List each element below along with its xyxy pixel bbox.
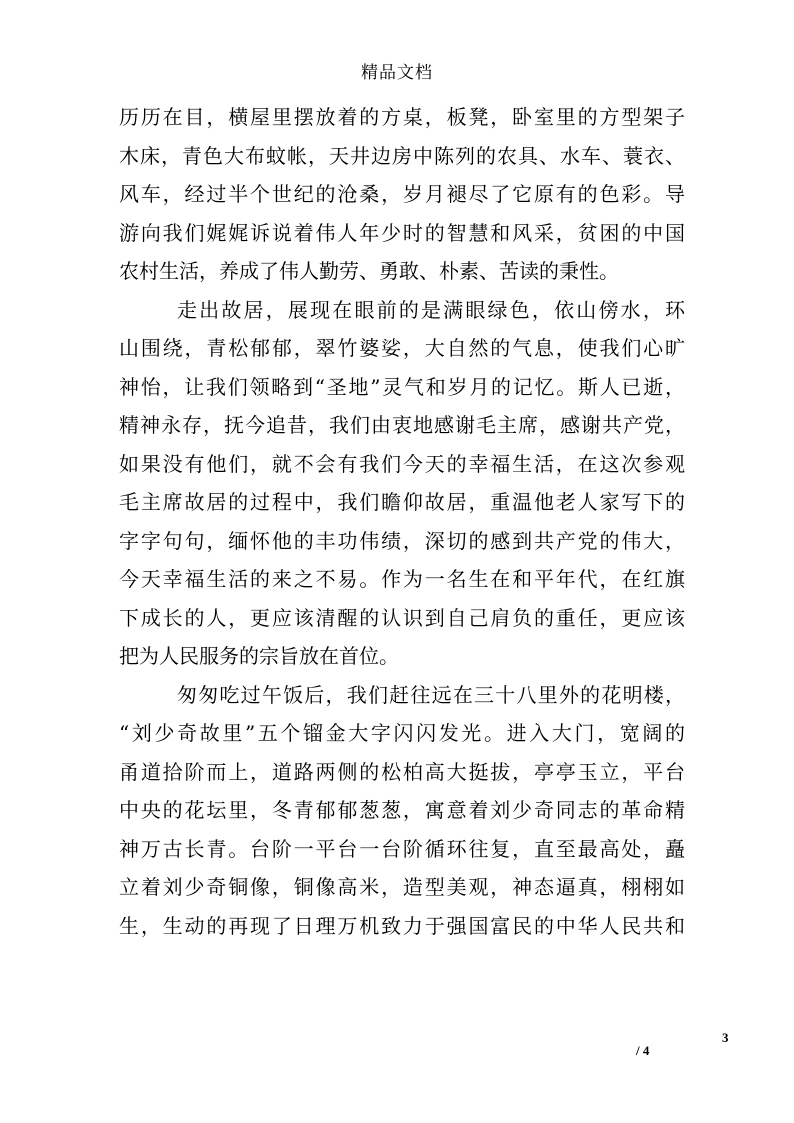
paragraph-line: 甬道拾阶而上，道路两侧的松柏高大挺拔，亭亭玉立，平台 (119, 759, 685, 784)
paragraph-line: 山围绕，青松郁郁，翠竹婆娑，大自然的气息，使我们心旷 (119, 336, 685, 360)
paragraph-line: 毛主席故居的过程中，我们瞻仰故居，重温他老人家写下的 (119, 490, 685, 514)
paragraph-line: 游向我们娓娓诉说着伟人年少时的智慧和风采，贫困的中国 (119, 220, 685, 245)
page-total: / 4 (636, 1043, 650, 1058)
paragraph-line: 今天幸福生活的来之不易。作为一名生在和平年代，在红旗 (119, 567, 685, 591)
paragraph-line: 木床，青色大布蚊帐，天井边房中陈列的农具、水车、蓑衣、 (119, 143, 685, 168)
paragraph-line: 中央的花坛里，冬青郁郁葱葱，寓意着刘少奇同志的革命精 (119, 798, 685, 822)
document-body (119, 98, 685, 945)
paragraph-line: 下成长的人，更应该清醒的认识到自己肩负的重任，更应该 (119, 605, 685, 630)
page-number: 3 (722, 1030, 729, 1045)
paragraph-line: 农村生活，养成了伟人勤劳、勇敢、朴素、苦读的秉性。 (119, 259, 619, 283)
paragraph-line: 生，生动的再现了日理万机致力于强国富民的中华人民共和 (119, 913, 685, 938)
paragraph-line: 匆匆吃过午饭后，我们赶往远在三十八里外的花明楼， (177, 682, 685, 707)
paragraph-line: 神万古长青。台阶一平台一台阶循环往复，直至最高处，矗 (119, 836, 685, 861)
paragraph-line: 立着刘少奇铜像，铜像高米，造型美观，神态逼真，栩栩如 (119, 875, 685, 899)
paragraph-line: 把为人民服务的宗旨放在首位。 (119, 644, 399, 668)
paragraph-line: 如果没有他们，就不会有我们今天的幸福生活，在这次参观 (119, 451, 685, 476)
paragraph-line: 走出故居，展现在眼前的是满眼绿色，依山傍水，环 (177, 297, 685, 322)
paragraph-line: “刘少奇故里”五个镏金大字闪闪发光。进入大门，宽阔的 (119, 721, 685, 745)
paragraph-line: 风车，经过半个世纪的沧桑，岁月褪尽了它原有的色彩。导 (119, 182, 685, 206)
paragraph-line: 神怡，让我们领略到“圣地”灵气和岁月的记忆。斯人已逝， (119, 374, 685, 399)
paragraph-line: 字字句句，缅怀他的丰功伟绩，深切的感到共产党的伟大， (119, 528, 685, 553)
paragraph-line: 精神永存，抚今追昔，我们由衷地感谢毛主席，感谢共产党， (119, 413, 685, 437)
document-header: 精品文档 (361, 63, 433, 83)
paragraph-line: 历历在目，横屋里摆放着的方桌，板凳，卧室里的方型架子 (119, 105, 685, 129)
